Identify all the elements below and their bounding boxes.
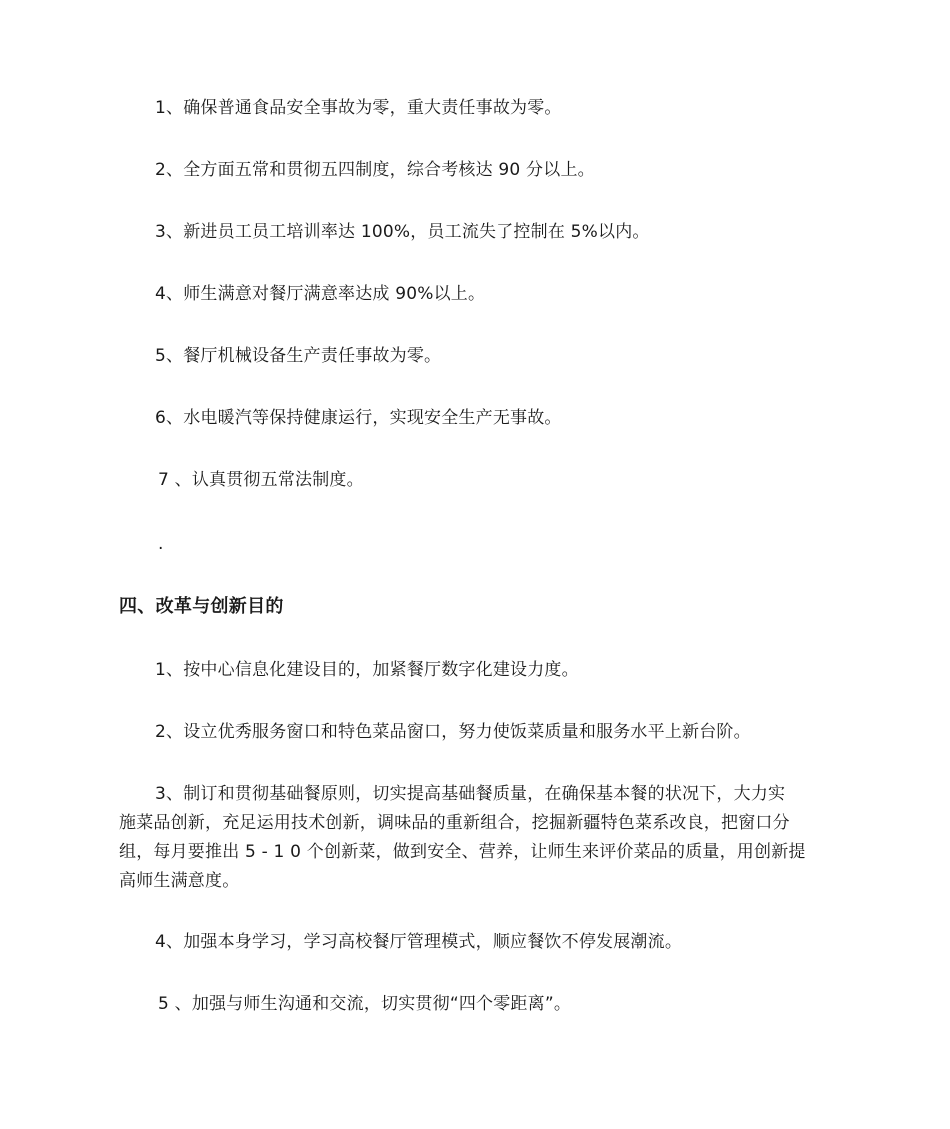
section4-item-2: 2、设立优秀服务窗口和特色菜品窗口，努力使饭菜质量和服务水平上新台阶。	[155, 722, 751, 742]
section4-item-3-line-3: 组，每月要推出 5 - 1 0 个创新菜，做到安全、营养，让师生来评价菜品的质量，用创新提	[119, 842, 806, 862]
section4-item-3	[119, 780, 806, 896]
section4-item-1: 1、按中心信息化建设目的，加紧餐厅数字化建设力度。	[155, 660, 579, 680]
section4-item-3-line-4: 高师生满意度。	[119, 871, 240, 891]
section3-item-2: 2、全方面五常和贯彻五四制度，综合考核达 90 分以上。	[155, 160, 595, 180]
section4-item-4: 4、加强本身学习，学习高校餐厅管理模式，顺应餐饮不停发展潮流。	[155, 932, 683, 952]
section3-item-7: 7 、认真贯彻五常法制度。	[158, 470, 364, 490]
section4-item-3-line-2: 施菜品创新，充足运用技术创新，调味品的重新组合，挖掘新疆特色菜系改良，把窗口分	[119, 813, 790, 833]
section3-item-5: 5、餐厅机械设备生产责任事故为零。	[155, 346, 442, 366]
section3-dot: .	[158, 534, 164, 554]
section4-item-5: 5 、加强与师生沟通和交流，切实贯彻“四个零距离”。	[158, 994, 572, 1014]
section3-item-4: 4、师生满意对餐厅满意率达成 90%以上。	[155, 284, 486, 304]
section3-item-6: 6、水电暖汽等保持健康运行，实现安全生产无事故。	[155, 408, 562, 428]
section3-item-1: 1、确保普通食品安全事故为零，重大责任事故为零。	[155, 98, 562, 118]
section4-item-3-line-1: 3、制订和贯彻基础餐原则，切实提高基础餐质量，在确保基本餐的状况下，大力实	[155, 784, 786, 804]
section4-heading: 四、改革与创新目的	[119, 596, 284, 617]
section3-item-3: 3、新进员工员工培训率达 100%，员工流失了控制在 5%以内。	[155, 222, 650, 242]
